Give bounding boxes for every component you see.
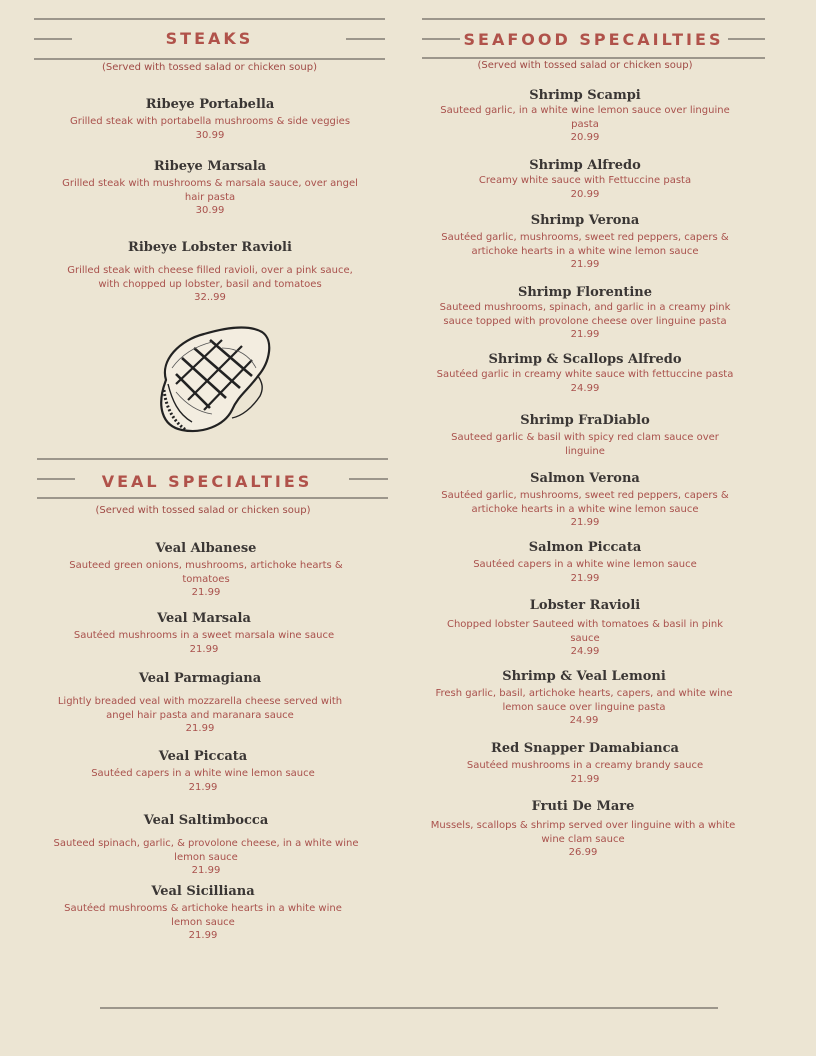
item-name: Veal Albanese — [155, 541, 257, 556]
item-description: Sautéed mushrooms in a sweet marsala wine sauce — [73, 630, 335, 641]
item-name: Shrimp & Scallops Alfredo — [488, 352, 682, 367]
item-price: 21.99 — [570, 259, 600, 270]
menu-item — [50, 670, 350, 736]
menu-item — [53, 883, 353, 943]
item-description: Sautéed mushrooms & artichoke hearts in a white wine lemon sauce — [64, 903, 342, 928]
menu-item — [435, 157, 735, 201]
menu-item — [435, 539, 735, 585]
item-description: Sautéed garlic, mushrooms, sweet red peppers, capers & artichoke hearts in a white wine lemon sauce — [441, 232, 729, 257]
item-price: 21.99 — [185, 723, 215, 734]
menu-item — [435, 597, 735, 659]
item-name: Ribeye Portabella — [145, 97, 275, 112]
seafood-top-rule — [422, 18, 765, 20]
item-description: Grilled steak with mushrooms & marsala sauce, over angel hair pasta — [62, 178, 358, 203]
menu-item — [54, 610, 354, 656]
item-description: Sautéed capers in a white wine lemon sauce — [473, 559, 697, 570]
item-description: Sauteed garlic & basil with spicy red clam sauce over linguine — [451, 432, 719, 457]
item-description: Sauteed green onions, mushrooms, artichoke hearts & tomatoes — [69, 560, 343, 585]
menu-item — [56, 540, 356, 600]
item-price: 21.99 — [570, 517, 600, 528]
menu-item — [435, 212, 735, 272]
item-name: Veal Saltimbocca — [143, 813, 269, 828]
footer-rule — [100, 1007, 718, 1009]
item-name: Shrimp Scampi — [529, 88, 641, 103]
item-price: 21.99 — [188, 781, 218, 793]
menu-item — [435, 470, 735, 530]
item-price: 20.99 — [570, 188, 600, 200]
item-name: Ribeye Marsala — [153, 159, 267, 174]
item-name: Shrimp FraDiablo — [520, 413, 650, 428]
menu-item — [435, 351, 735, 395]
steaks-title: STEAKS — [165, 29, 254, 48]
seafood-title: SEAFOOD SPECAILTIES — [463, 30, 724, 49]
item-price: 21.99 — [191, 865, 221, 876]
item-name: Shrimp Verona — [530, 213, 640, 228]
item-name: Lobster Ravioli — [529, 598, 641, 613]
item-description: Sautéed capers in a white wine lemon sauce — [91, 768, 315, 779]
item-description: Mussels, scallops & shrimp served over linguine with a white wine clam sauce — [430, 820, 736, 845]
item-price: 30.99 — [195, 205, 225, 216]
item-description: Sauteed garlic, in a white wine lemon sauce over linguine pasta — [440, 105, 730, 130]
item-description: Sautéed mushrooms in a creamy brandy sauce — [466, 760, 704, 771]
item-description: Sautéed garlic, mushrooms, sweet red peppers, capers & artichoke hearts in a white wine lemon sauce — [441, 490, 729, 515]
item-description: Sautéed garlic in creamy white sauce with fettuccine pasta — [436, 369, 734, 380]
item-price: 20.99 — [570, 132, 600, 143]
item-name: Veal Sicilliana — [151, 884, 255, 899]
item-description: Sauteed spinach, garlic, & provolone cheese, in a white wine lemon sauce — [53, 838, 359, 863]
menu-item — [435, 284, 735, 342]
veal-served-note: (Served with tossed salad or chicken soup) — [95, 505, 311, 516]
item-description: Grilled steak with cheese filled ravioli, over a pink sauce, with chopped up lobster, basil and tomatoes — [67, 265, 353, 290]
veal-top-rule — [37, 458, 388, 460]
item-description: Creamy white sauce with Fettuccine pasta — [478, 175, 692, 186]
steaks-served-note: (Served with tossed salad or chicken soup) — [102, 62, 317, 73]
steak-illustration — [152, 318, 274, 440]
item-description: Fresh garlic, basil, artichoke hearts, capers, and white wine lemon sauce over linguine pasta — [435, 688, 733, 713]
menu-item — [60, 239, 360, 305]
item-price: 26.99 — [568, 847, 598, 858]
item-description: Grilled steak with portabella mushrooms & side veggies — [69, 116, 351, 127]
menu-item — [53, 812, 359, 878]
menu-item — [431, 668, 737, 728]
item-price: 21.99 — [191, 587, 221, 598]
seafood-served-note: (Served with tossed salad or chicken soup) — [477, 60, 693, 71]
item-price: 21.99 — [570, 329, 600, 340]
menu-item — [428, 798, 738, 860]
item-price: 30.99 — [195, 129, 225, 141]
item-price: 24.99 — [570, 646, 600, 657]
item-price: 32..99 — [194, 292, 226, 303]
item-price: 21.99 — [570, 572, 600, 584]
item-name: Shrimp Florentine — [517, 285, 653, 300]
item-name: Fruti De Mare — [531, 799, 635, 814]
veal-title: VEAL SPECIALTIES — [101, 472, 313, 491]
menu-item — [435, 87, 735, 145]
steaks-top-rule — [34, 18, 385, 20]
item-description: Chopped lobster Sauteed with tomatoes & basil in pink sauce — [446, 619, 724, 644]
item-name: Salmon Piccata — [528, 540, 642, 555]
menu-item — [435, 740, 735, 786]
menu-item — [60, 96, 360, 142]
item-name: Shrimp Alfredo — [529, 158, 641, 173]
item-name: Shrimp & Veal Lemoni — [502, 669, 666, 684]
item-name: Veal Marsala — [157, 611, 251, 626]
item-description: Lightly breaded veal with mozzarella cheese served with angel hair pasta and maranara sauce — [57, 696, 343, 721]
item-description: Sauteed mushrooms, spinach, and garlic in a creamy pink sauce topped with provolone cheese over linguine pasta — [439, 302, 731, 327]
item-name: Veal Parmagiana — [138, 671, 262, 686]
item-price: 21.99 — [570, 773, 600, 785]
item-price: 24.99 — [569, 715, 599, 726]
item-name: Ribeye Lobster Ravioli — [128, 240, 292, 255]
veal-bottom-rule — [37, 497, 388, 499]
item-price: 21.99 — [188, 930, 218, 941]
item-name: Veal Piccata — [158, 749, 248, 764]
menu-item — [53, 748, 353, 794]
item-price: 24.99 — [570, 382, 600, 394]
item-name: Red Snapper Damabianca — [491, 741, 679, 756]
item-price: 21.99 — [189, 643, 219, 655]
menu-item — [60, 158, 360, 218]
menu-item — [435, 412, 735, 458]
seafood-bottom-rule — [422, 57, 765, 59]
item-name: Salmon Verona — [530, 471, 640, 486]
steaks-bottom-rule — [34, 58, 385, 60]
